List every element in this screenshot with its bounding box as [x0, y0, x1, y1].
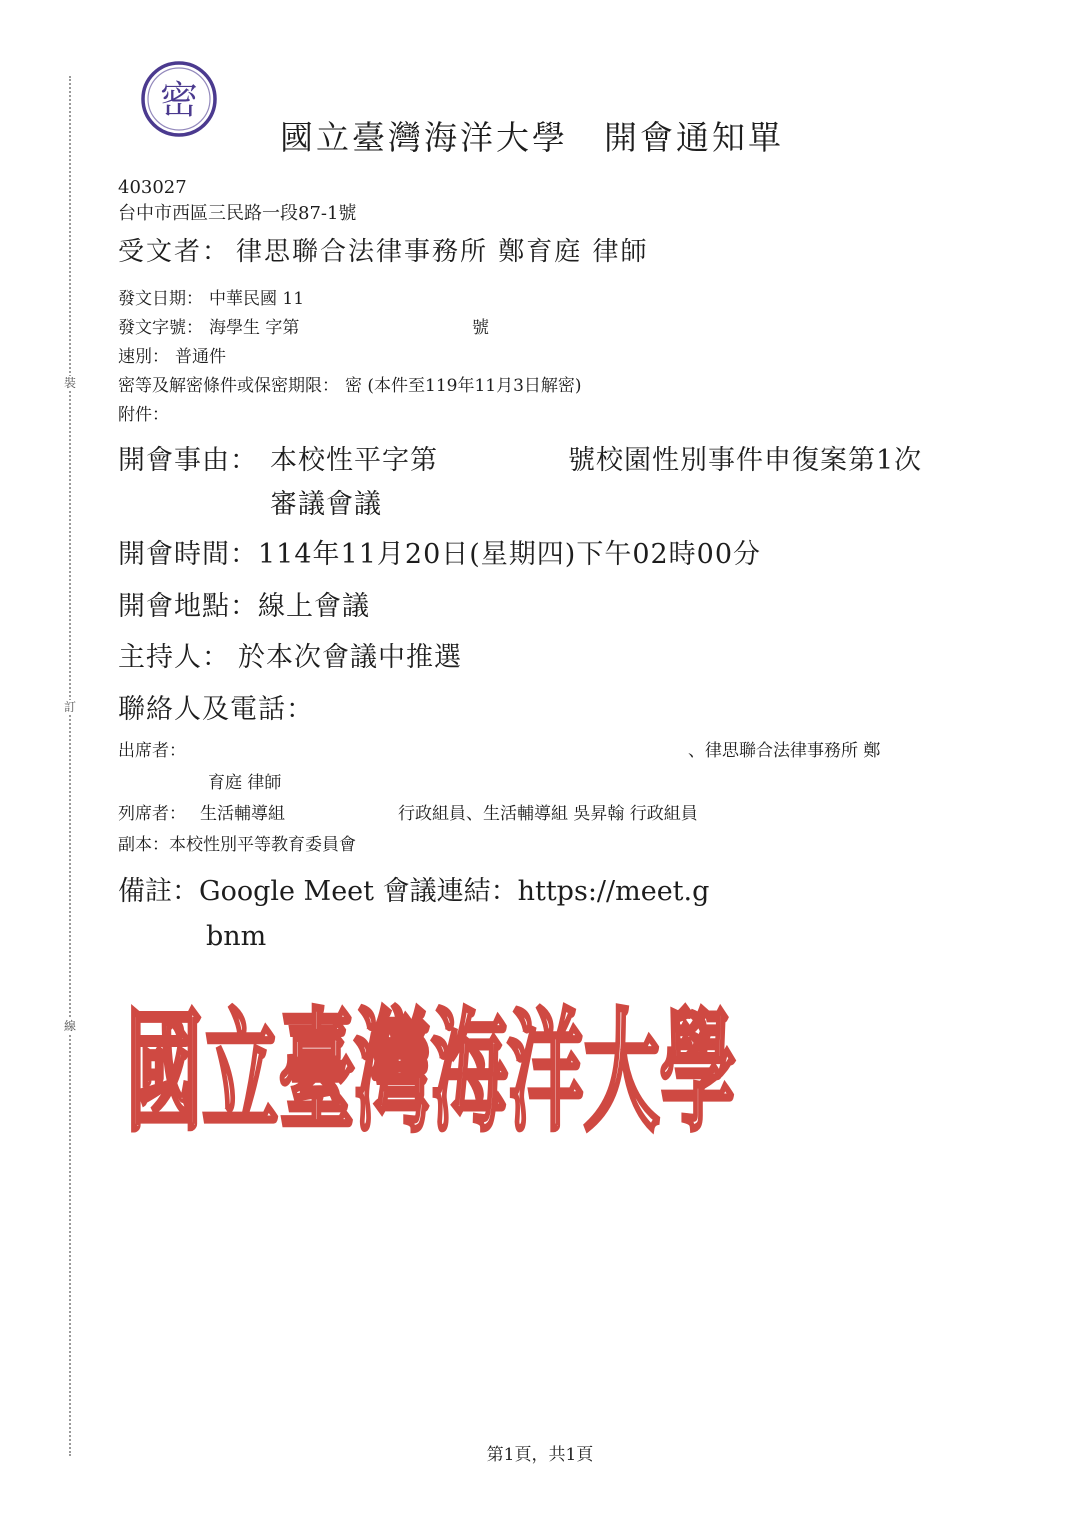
classification-label: 密等及解密條件或保密期限： [118, 376, 339, 396]
issue-date-label: 發文日期： [118, 289, 203, 309]
remarks-label: 備註： [118, 876, 199, 907]
issue-date-value: 中華民國 11 [209, 289, 305, 309]
issue-number-value: 海學生 字第 [209, 318, 300, 338]
recipient-label: 受文者： [118, 237, 231, 267]
chairperson-value: 於本次會議中推選 [238, 642, 462, 673]
issue-date-line [118, 288, 304, 310]
issue-number-suffix: 號 [472, 318, 489, 338]
attendees-line2: 育庭 律師 [208, 773, 282, 793]
observers-part1: 生活輔導組 [200, 804, 285, 824]
binding-mark-xian: 線 [61, 1019, 79, 1033]
issue-number-line [118, 317, 299, 339]
meeting-time-line [118, 538, 761, 572]
official-stamp [116, 990, 746, 1150]
chairperson-line [118, 641, 462, 675]
meeting-reason-end: 號校園性別事件申復案第1次 [568, 445, 923, 476]
observers-label: 列席者： [118, 804, 186, 824]
binding-mark-zhuang: 裝 [61, 376, 79, 390]
attachment-label: 附件： [118, 405, 169, 425]
meeting-reason-label: 開會事由： [118, 445, 258, 476]
binding-dotted-line [69, 76, 71, 1456]
delivery-line [118, 346, 226, 368]
meeting-reason-line2: 審議會議 [270, 489, 382, 520]
attendees-label: 出席者： [118, 741, 186, 761]
secret-seal [139, 59, 219, 139]
meeting-place-label: 開會地點： [118, 591, 258, 622]
remarks-line2: bnm [206, 921, 267, 952]
binding-mark-ding: 訂 [61, 700, 79, 714]
meeting-place-value: 線上會議 [258, 591, 370, 622]
copy-line [118, 834, 356, 856]
remarks-line1 [118, 875, 709, 909]
recipient-line [118, 236, 649, 268]
issue-number-label: 發文字號： [118, 318, 203, 338]
observers-part2: 行政組員、生活輔導組 吳昇翰 行政組員 [398, 804, 698, 824]
classification-line [118, 375, 582, 397]
chairperson-label: 主持人： [118, 642, 230, 673]
secret-seal-text: 密 [159, 78, 199, 122]
delivery-value: 普通件 [175, 347, 226, 367]
meeting-time-value: 114年11月20日(星期四)下午02時00分 [258, 539, 762, 570]
meeting-place-line [118, 590, 370, 624]
contact-label: 聯絡人及電話： [118, 694, 314, 725]
meeting-time-label: 開會時間： [118, 539, 258, 570]
document-title: 國立臺灣海洋大學 開會通知單 [280, 118, 784, 157]
remarks-link: Google Meet 會議連結：https://meet.g [199, 876, 710, 907]
meeting-reason-start: 本校性平字第 [270, 445, 438, 476]
attendees-line1-end: 、律思聯合法律事務所 鄭 [688, 741, 881, 761]
classification-value: 密 (本件至119年11月3日解密) [345, 376, 582, 396]
copy-value: 本校性別平等教育委員會 [169, 835, 356, 855]
recipient-value: 律思聯合法律事務所 鄭育庭 律師 [236, 237, 649, 267]
page-footer: 第1頁，共1頁 [486, 1445, 594, 1465]
address: 台中市西區三民路一段87-1號 [118, 203, 357, 224]
official-stamp-text: 國立臺灣海洋大學 [126, 995, 736, 1150]
postal-code: 403027 [118, 177, 187, 198]
copy-label: 副本： [118, 835, 169, 855]
delivery-label: 速別： [118, 347, 169, 367]
